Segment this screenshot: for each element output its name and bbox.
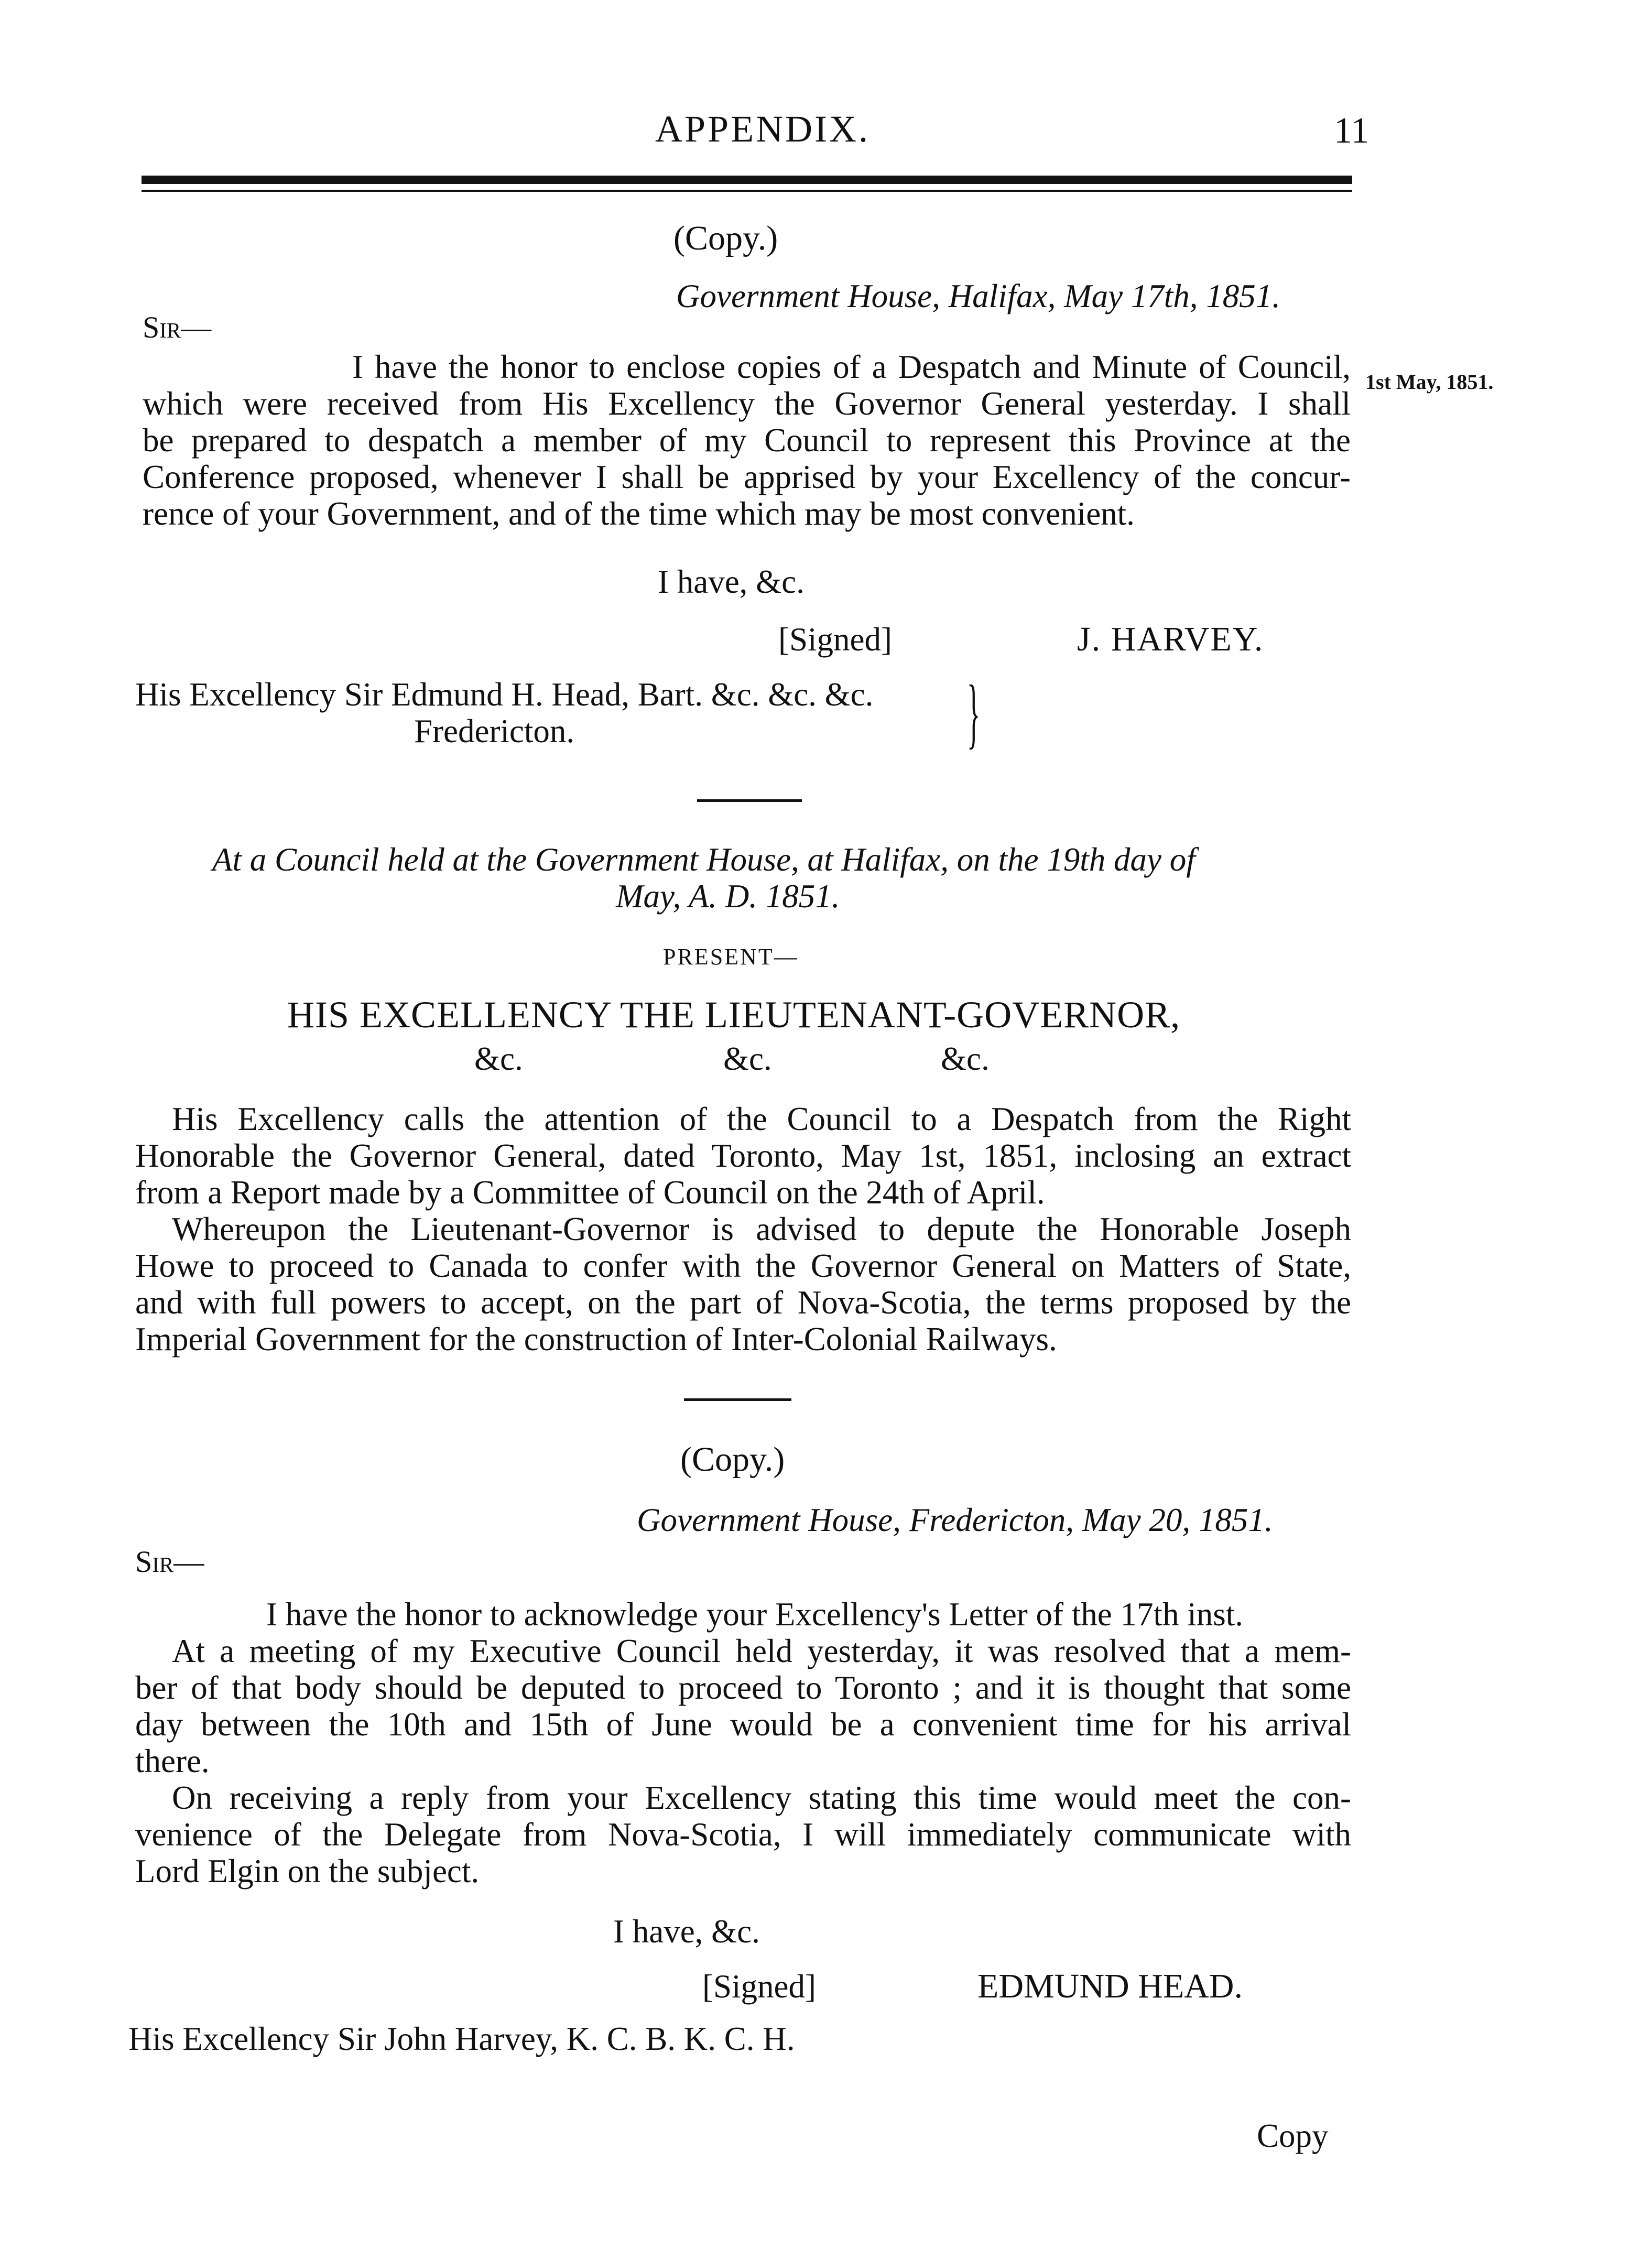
council-etc-3: &c. xyxy=(941,1040,990,1077)
letter2-line-4: day between the 10th and 15th of June would be a convenient time for his arrival xyxy=(135,1706,1351,1743)
letter1-signature: J. HARVEY. xyxy=(1077,620,1264,658)
letter2-line-5: there. xyxy=(135,1743,210,1779)
letter2-line-3: ber of that body should be deputed to proceed to Toronto ; and it is thought that some xyxy=(135,1669,1351,1706)
letter1-closing: I have, &c. xyxy=(658,563,805,600)
council-etc-1: &c. xyxy=(474,1040,523,1077)
council-body xyxy=(135,1101,1351,1357)
letter1-line-2: which were received from His Excellency the Governor General yesterday. I shall xyxy=(143,385,1351,422)
letter1-copy-label: (Copy.) xyxy=(673,219,778,257)
council-heading-1: At a Council held at the Government House, at Halifax, on the 19th day of xyxy=(212,841,1195,878)
council-line-3: from a Report made by a Committee of Council on the 24th of April. xyxy=(135,1174,1045,1211)
letter1-margin-note: 1st May, 1851. xyxy=(1365,370,1494,394)
letter1-addressee-place: Fredericton. xyxy=(414,713,575,750)
letter1-signed-label: [Signed] xyxy=(778,621,892,658)
header-rule-thin xyxy=(142,190,1352,192)
letter2-dateline: Government House, Fredericton, May 20, 1851. xyxy=(637,1502,1273,1538)
section-divider-1 xyxy=(697,799,802,802)
council-line-7: Imperial Government for the construction of Inter-Colonial Railways. xyxy=(135,1321,1057,1357)
letter2-body xyxy=(135,1596,1351,1889)
running-head: APPENDIX. xyxy=(655,108,871,150)
addressee-brace: } xyxy=(967,669,981,756)
letter1-body xyxy=(143,349,1351,532)
section-divider-2 xyxy=(684,1398,791,1401)
letter2-addressee: His Excellency Sir John Harvey, K. C. B. K. C. H. xyxy=(128,2021,795,2057)
council-etc-2: &c. xyxy=(723,1040,772,1077)
council-line-5: Howe to proceed to Canada to confer with the Governor General on Matters of State, xyxy=(135,1247,1351,1284)
letter1-dateline: Government House, Halifax, May 17th, 1851. xyxy=(676,278,1281,314)
letter2-signed-label: [Signed] xyxy=(702,1968,816,2005)
letter2-line-2: At a meeting of my Executive Council held yesterday, it was resolved that a mem- xyxy=(172,1633,1351,1669)
council-line-2: Honorable the Governor General, dated Toronto, May 1st, 1851, inclosing an extract xyxy=(135,1137,1351,1174)
letter2-line-1: I have the honor to acknowledge your Excellency's Letter of the 17th inst. xyxy=(266,1596,1244,1633)
letter1-salutation: Sir— xyxy=(143,310,212,344)
letter2-line-8: Lord Elgin on the subject. xyxy=(135,1853,480,1889)
council-heading-2: May, A. D. 1851. xyxy=(616,878,840,915)
letter1-line-5: rence of your Government, and of the time which may be most convenient. xyxy=(143,495,1135,532)
letter2-closing: I have, &c. xyxy=(613,1913,760,1950)
council-line-4: Whereupon the Lieutenant-Governor is advised to depute the Honorable Joseph xyxy=(172,1211,1351,1247)
letter2-signature: EDMUND HEAD. xyxy=(977,1967,1243,2005)
page-number: 11 xyxy=(1334,111,1370,151)
letter2-salutation: Sir— xyxy=(135,1545,204,1579)
council-excellency: HIS EXCELLENCY THE LIEUTENANT-GOVERNOR, xyxy=(287,994,1181,1036)
council-present-label: PRESENT— xyxy=(663,944,799,970)
letter1-line-4: Conference proposed, whenever I shall be apprised by your Excellency of the concur- xyxy=(143,459,1351,495)
letter2-line-6: On receiving a reply from your Excellency stating this time would meet the con- xyxy=(172,1779,1351,1816)
letter2-copy-label: (Copy.) xyxy=(680,1440,785,1479)
council-line-6: and with full powers to accept, on the part of Nova-Scotia, the terms proposed by the xyxy=(135,1284,1351,1321)
letter1-addressee: His Excellency Sir Edmund H. Head, Bart. &c. &c. &c. xyxy=(135,676,874,713)
letter1-line-1: I have the honor to enclose copies of a Despatch and Minute of Council, xyxy=(352,349,1351,385)
letter2-line-7: venience of the Delegate from Nova-Scotia, I will immediately communicate with xyxy=(135,1816,1351,1853)
catchword: Copy xyxy=(1257,2117,1329,2154)
council-line-1: His Excellency calls the attention of the Council to a Despatch from the Right xyxy=(172,1101,1351,1137)
letter1-line-3: be prepared to despatch a member of my Council to represent this Province at the xyxy=(143,422,1351,459)
header-rule-thick xyxy=(142,176,1352,184)
